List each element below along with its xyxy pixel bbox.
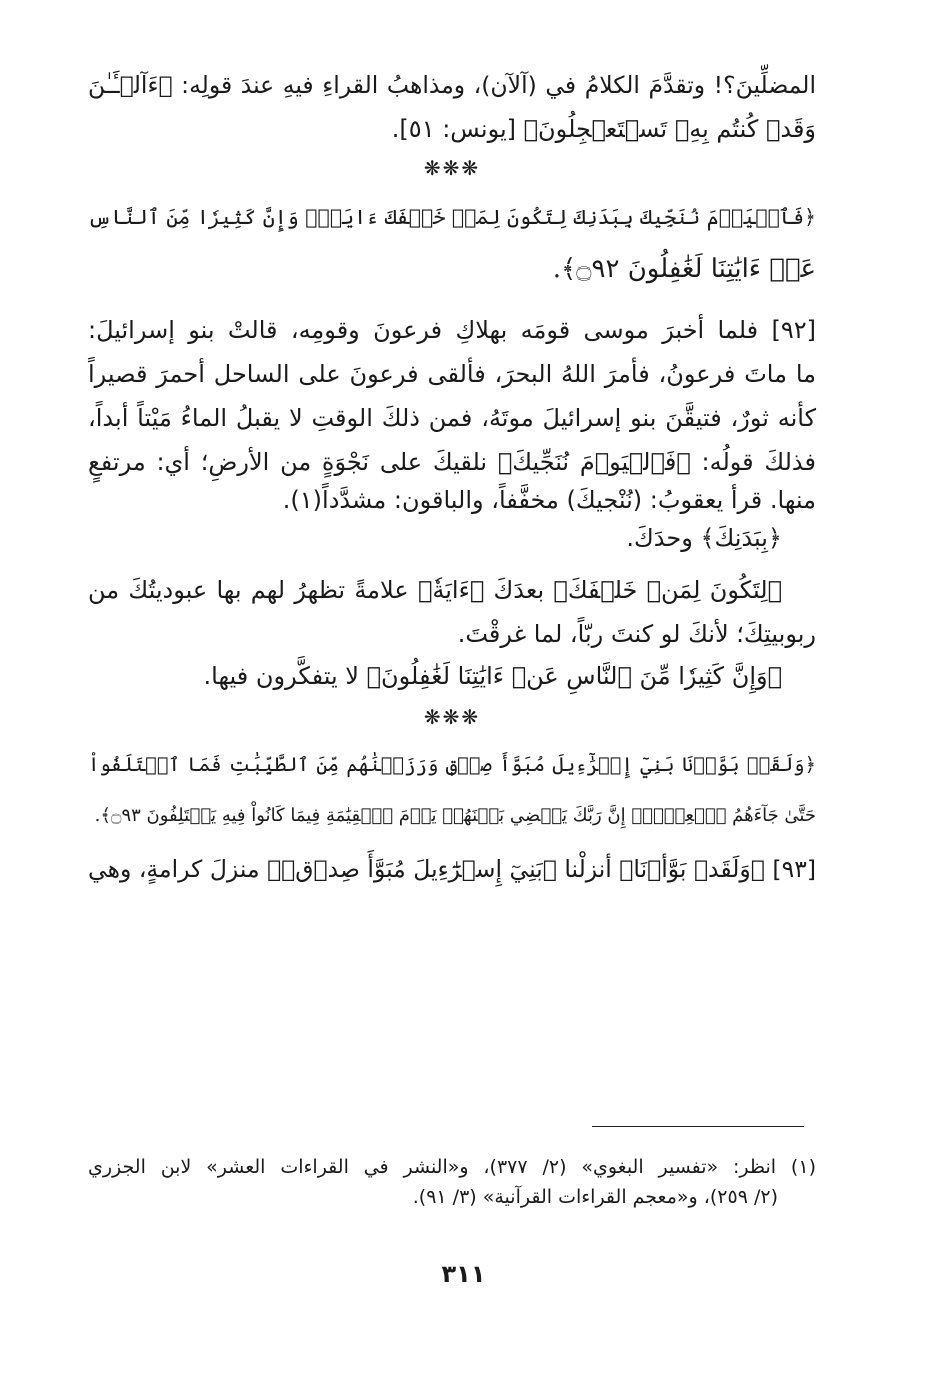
text-line: ﴿وَإِنَّ كَثِيرٗا مِّنَ ٱلنَّاسِ عَنۡ ءَايَٰتِنَا لَغَٰفِلُونَ﴾ لا يتفكَّرون فيها. <box>203 662 782 690</box>
text-line: ربوبيتِكَ؛ لأنكَ لو كنتَ ربّاً، لما غرقْتَ. <box>457 620 816 648</box>
text-line: ﴿لِتَكُونَ لِمَنۡ خَلۡفَكَ﴾ بعدَكَ ﴿ءَايَةٗ﴾ علامةً تظهرُ لهم بها عبوديتُكَ من <box>88 576 782 604</box>
quran-verse-line: عَنۡ ءَايَٰتِنَا لَغَٰفِلُونَ ۝٩٢﴾. <box>552 254 816 284</box>
text-line: ﴿بِبَدَنِكَ﴾ وحدَكَ. <box>626 524 782 552</box>
quran-verse-line: ﴿وَلَقَدۡ بَوَّأۡنَا بَنِيٓ إِسۡرَٰٓءِيلَ مُبَوَّأَ صِدۡقٖ وَرَزَقۡنَٰهُم مِّنَ ٱلطَّيِّبَٰتِ فَمَا ٱخۡتَلَفُواْ <box>88 752 816 776</box>
text-line: وَقَدۡ كُنتُم بِهِۦ تَسۡتَعۡجِلُونَ﴾ [يونس: ٥١]. <box>391 115 816 143</box>
page-body <box>88 70 816 884</box>
commentary-93 <box>88 854 816 884</box>
quran-verse-line: ﴿فَٱلۡيَوۡمَ نُنَجِّيكَ بِبَدَنِكَ لِتَكُونَ لِمَنۡ خَلۡفَكَ ءَايَةٗۚ وَإِنَّ كَثِيرٗا مِّنَ ٱلنَّاسِ <box>87 204 816 229</box>
text-line: منها. قرأ يعقوبُ: (نُنْجيكَ) مخفَّفاً، والباقون: مشدَّداً(١). <box>282 486 816 514</box>
text-line: [٩٣] ﴿وَلَقَدۡ بَوَّأۡنَا﴾ أنزلْنا ﴿بَنِيٓ إِسۡرَٰٓءِيلَ مُبَوَّأَ صِدۡقٖ﴾ منزلَ كرامةٍ، وهي <box>88 855 816 883</box>
commentary-92 <box>88 315 816 691</box>
section-separator: ❋❋❋ <box>423 156 481 180</box>
paragraph-intro <box>88 70 816 144</box>
verse-93 <box>88 749 816 833</box>
footnote-divider <box>592 1126 804 1127</box>
section-separator: ❋❋❋ <box>423 705 481 729</box>
footnote-line: (١) انظر: «تفسير البغوي» (٢/ ٣٧٧)، و«النشر في القراءات العشر» لابن الجزري <box>88 1156 816 1178</box>
text-line: ما ماتَ فرعونُ، فأمرَ اللهُ البحرَ، فألقى فرعونَ على الساحل أحمرَ قصيراً <box>88 360 816 388</box>
quran-verse-line: حَتَّىٰ جَآءَهُمُ ٱلۡعِلۡمُۚ إِنَّ رَبَّكَ يَقۡضِي بَيۡنَهُمۡ يَوۡمَ ٱلۡقِيَٰمَةِ فِيمَا كَانُواْ فِيهِ يَخۡتَلِفُونَ ۝٩٣﴾. <box>94 805 816 826</box>
text-line: [٩٢] فلما أخبرَ موسى قومَه بهلاكِ فرعونَ وقومِه، قالتْ بنو إسرائيلَ: <box>88 316 816 344</box>
text-line: كأنه ثورٌ، فتيقَّنَ بنو إسرائيلَ موتَهُ، فمن ذلكَ الوقتِ لا يقبلُ الماءُ مَيْتاً أبداً، <box>88 404 816 432</box>
text-line: فذلكَ قولُه: ﴿فَٱلۡيَوۡمَ نُنَجِّيكَ﴾ نلقيكَ على نَجْوَةٍ من الأرضِ؛ أي: مرتفعٍ <box>88 448 816 476</box>
footnotes <box>88 1152 816 1212</box>
footnote-line: (٢/ ٢٥٩)، و«معجم القراءات القرآنية» (٣/ ٩١). <box>412 1186 778 1208</box>
page-number: ٣١١ <box>441 1260 486 1288</box>
verse-92 <box>88 201 816 286</box>
text-line: المضلِّينَ؟! وتقدَّمَ الكلامُ في (آلآن)، ومذاهبُ القراءِ فيهِ عندَ قولِه: ﴿ءَآلۡـَٔـٰنَ <box>88 71 816 99</box>
